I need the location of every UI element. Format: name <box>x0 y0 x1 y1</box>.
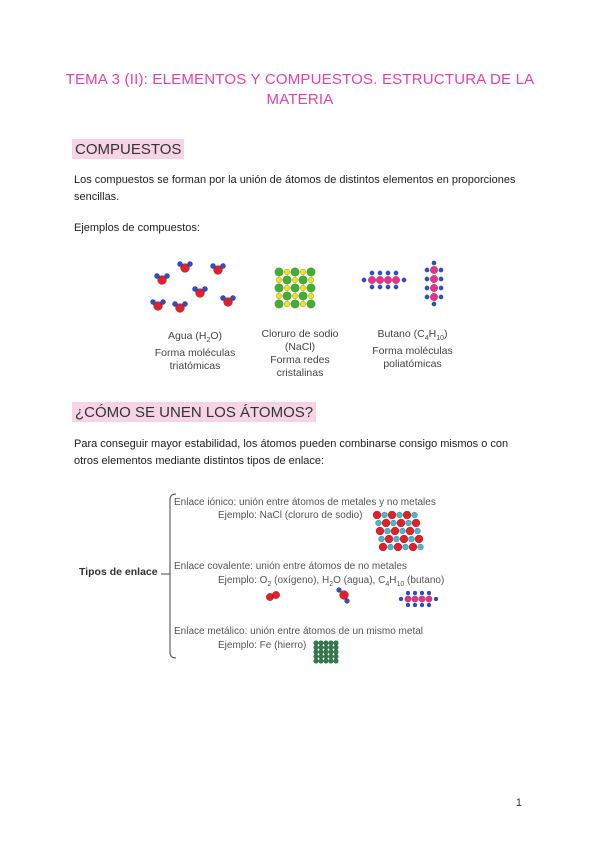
hydrogen-atom <box>439 268 443 272</box>
iron-atom <box>334 654 339 659</box>
hydrogen-atom <box>187 261 192 266</box>
sodium-atom <box>308 293 314 299</box>
hydrogen-atom <box>413 603 417 607</box>
carbon-atom <box>412 596 418 602</box>
chlorine-atom <box>275 300 283 308</box>
iron-atom <box>324 659 329 664</box>
chloride-ion <box>391 527 399 535</box>
hydrogen-atom <box>337 588 342 593</box>
sodium-atom <box>284 301 290 307</box>
chloride-ion <box>376 527 384 535</box>
hydrogen-atom <box>202 286 207 291</box>
sodium-atom <box>308 277 314 283</box>
sodium-ion <box>409 536 415 542</box>
chloride-ion <box>394 543 402 551</box>
hydrogen-atom <box>394 271 398 275</box>
iron-atom <box>319 654 324 659</box>
chloride-ion <box>388 511 396 519</box>
hydrogen-atom <box>172 301 177 306</box>
hydrogen-atom <box>230 295 235 300</box>
hydrogen-atom <box>399 597 403 601</box>
sodium-atom <box>284 285 290 291</box>
hydrogen-atom <box>420 591 424 595</box>
hydrogen-atom <box>210 263 215 268</box>
chlorine-atom <box>291 284 299 292</box>
hydrogen-atom <box>402 278 406 282</box>
hydrogen-atom <box>150 299 155 304</box>
caption-nacl: Cloruro de sodio (NaCl) Forma redes cristalinas <box>261 328 339 379</box>
carbon-atom <box>392 276 400 284</box>
iron-atom <box>314 650 319 655</box>
paragraph-estabilidad: Para conseguir mayor estabilidad, los átomos pueden combinarse consigo mismos o con otros elementos mediante distintos tipos de enlace: <box>74 438 509 467</box>
sodium-atom <box>300 269 306 275</box>
carbon-atom <box>376 276 384 284</box>
carbon-atom <box>430 284 438 292</box>
hydrogen-atom <box>439 286 443 290</box>
covalent-molecules-illustration <box>260 585 440 613</box>
hydrogen-atom <box>160 299 165 304</box>
iron-atom <box>319 659 324 664</box>
enlace-covalente-example: Ejemplo: $O_2$ (oxígeno), $H_2O$ (agua), $C_4H_{10}$ (butano) <box>218 575 445 588</box>
hydrogen-atom <box>434 597 438 601</box>
chlorine-atom <box>275 284 283 292</box>
chlorine-atom <box>283 292 291 300</box>
enlace-metalico-example: Ejemplo: Fe (hierro) <box>218 640 307 651</box>
enlace-ionico-example: Ejemplo: NaCl (cloruro de sodio) <box>218 510 363 521</box>
iron-atom <box>329 645 334 650</box>
hydrogen-atom <box>362 278 366 282</box>
hydrogen-atom <box>439 295 443 299</box>
hydrogen-atom <box>177 261 182 266</box>
section-heading-compuestos: COMPUESTOS <box>72 139 184 159</box>
iron-atom <box>334 659 339 664</box>
chlorine-atom <box>291 268 299 276</box>
iron-atom <box>319 641 324 646</box>
diagram-root-label: Tipos de enlace <box>79 566 158 578</box>
hydrogen-atom <box>432 302 436 306</box>
paragraph-compuestos-definition: Los compuestos se forman por la unión de átomos de distintos elementos en proporciones sencillas. <box>74 174 516 203</box>
chlorine-atom <box>299 276 307 284</box>
hydrogen-atom <box>345 599 350 604</box>
chloride-ion <box>400 535 408 543</box>
page-number: 1 <box>515 797 522 809</box>
sodium-atom <box>292 277 298 283</box>
carbon-atom <box>430 293 438 301</box>
hydrogen-atom <box>220 295 225 300</box>
hydrogen-atom <box>370 271 374 275</box>
iron-atom <box>324 645 329 650</box>
water-molecules-illustration <box>150 258 245 320</box>
chlorine-atom <box>275 268 283 276</box>
chloride-ion <box>379 543 387 551</box>
hydrogen-atom <box>182 301 187 306</box>
sodium-ion <box>406 520 412 526</box>
iron-atom <box>334 641 339 646</box>
sodium-ion <box>418 544 424 550</box>
iron-atom <box>329 641 334 646</box>
sodium-atom <box>300 285 306 291</box>
enlace-covalente-definition: Enlace covalente: unión entre átomos de no metales <box>174 561 407 572</box>
hydrogen-atom <box>420 603 424 607</box>
hydrogen-atom <box>413 591 417 595</box>
iron-atom <box>329 654 334 659</box>
hydrogen-atom <box>439 277 443 281</box>
chloride-ion <box>397 519 405 527</box>
carbon-atom <box>430 275 438 283</box>
hydrogen-atom <box>386 285 390 289</box>
hydrogen-atom <box>192 286 197 291</box>
sodium-atom <box>292 293 298 299</box>
caption-agua: Agua $(H_2O)$ Forma moléculas triatómicas <box>154 330 236 373</box>
hydrogen-atom <box>164 273 169 278</box>
ionic-crystal-illustration <box>372 510 422 555</box>
hydrogen-atom <box>406 603 410 607</box>
iron-atom <box>334 645 339 650</box>
chlorine-atom <box>307 284 315 292</box>
chlorine-atom <box>299 292 307 300</box>
carbon-atom <box>368 276 376 284</box>
iron-atom <box>314 654 319 659</box>
hydrogen-atom <box>220 263 225 268</box>
chloride-ion <box>412 519 420 527</box>
sodium-ion <box>394 536 400 542</box>
sodium-atom <box>276 293 282 299</box>
sodium-ion <box>415 528 421 534</box>
document-title <box>60 70 540 110</box>
hydrogen-atom <box>432 261 436 265</box>
iron-atom <box>319 650 324 655</box>
carbon-atom <box>419 596 425 602</box>
iron-atom <box>324 654 329 659</box>
title-line-1: TEMA 3 (II): ELEMENTOS Y COMPUESTOS. ESTRUCTURA DE LA <box>65 71 535 88</box>
hydrogen-atom <box>370 285 374 289</box>
sodium-ion <box>400 528 406 534</box>
title-line-2: MATERIA <box>266 91 334 108</box>
enlace-ionico-definition: Enlace iónico: unión entre átomos de metales y no metales <box>174 497 436 508</box>
nacl-crystal-illustration <box>275 268 315 308</box>
hydrogen-atom <box>378 285 382 289</box>
oxygen-atom <box>272 591 280 599</box>
butane-molecules-illustration <box>360 258 450 318</box>
chlorine-atom <box>307 300 315 308</box>
sodium-ion <box>379 536 385 542</box>
iron-atom <box>314 641 319 646</box>
hydrogen-atom <box>394 285 398 289</box>
sodium-ion <box>388 544 394 550</box>
iron-atom <box>329 650 334 655</box>
hydrogen-atom <box>425 277 429 281</box>
chloride-ion <box>409 543 417 551</box>
hydrogen-atom <box>425 286 429 290</box>
iron-atom <box>324 650 329 655</box>
iron-lattice-illustration <box>313 640 339 664</box>
sodium-ion <box>376 520 382 526</box>
chlorine-atom <box>283 276 291 284</box>
chloride-ion <box>385 535 393 543</box>
hydrogen-atom <box>425 268 429 272</box>
sodium-ion <box>382 512 388 518</box>
carbon-atom <box>384 276 392 284</box>
sodium-ion <box>391 520 397 526</box>
sodium-atom <box>300 301 306 307</box>
sodium-ion <box>385 528 391 534</box>
iron-atom <box>319 645 324 650</box>
sodium-ion <box>412 512 418 518</box>
enlace-metalico-definition: Enlace metálico: unión entre átomos de un mismo metal <box>174 626 424 637</box>
chloride-ion <box>373 511 381 519</box>
hydrogen-atom <box>427 591 431 595</box>
iron-atom <box>314 645 319 650</box>
carbon-atom <box>426 596 432 602</box>
chloride-ion <box>382 519 390 527</box>
section-heading-como-se-unen: ¿CÓMO SE UNEN LOS ÁTOMOS? <box>72 402 316 422</box>
chloride-ion <box>415 535 423 543</box>
iron-atom <box>314 659 319 664</box>
sodium-atom <box>276 277 282 283</box>
iron-atom <box>334 650 339 655</box>
hydrogen-atom <box>425 295 429 299</box>
chloride-ion <box>406 527 414 535</box>
hydrogen-atom <box>378 271 382 275</box>
carbon-atom <box>405 596 411 602</box>
carbon-atom <box>430 266 438 274</box>
chlorine-atom <box>291 300 299 308</box>
caption-butano: Butano $(C_4H_{10})$ Forma moléculas poliatómicas <box>372 328 453 371</box>
sodium-atom <box>284 269 290 275</box>
chlorine-atom <box>307 268 315 276</box>
sodium-ion <box>397 512 403 518</box>
sodium-ion <box>403 544 409 550</box>
hydrogen-atom <box>154 273 159 278</box>
iron-atom <box>324 641 329 646</box>
chloride-ion <box>403 511 411 519</box>
paragraph-ejemplos: Ejemplos de compuestos: <box>74 222 200 234</box>
hydrogen-atom <box>386 271 390 275</box>
hydrogen-atom <box>427 603 431 607</box>
iron-atom <box>329 659 334 664</box>
hydrogen-atom <box>406 591 410 595</box>
